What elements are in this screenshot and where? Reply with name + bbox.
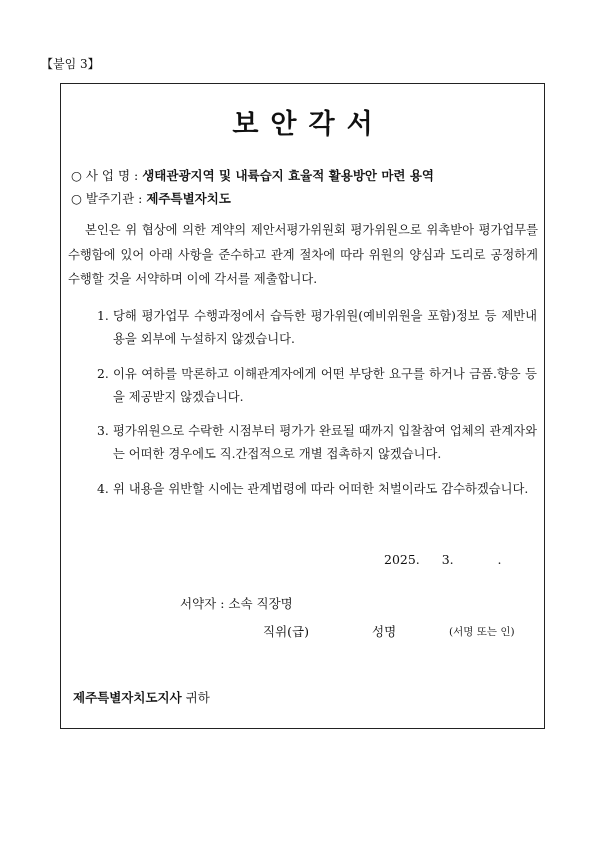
pledge-item <box>97 478 537 501</box>
pledge-item-number: 2. <box>97 367 109 381</box>
pledge-item-text: 위 내용을 위반할 시에는 관계법령에 따라 어떠한 처벌이라도 감수하겠습니다. <box>113 482 529 496</box>
pledge-item-number: 1. <box>97 309 109 323</box>
agency-row <box>71 187 434 210</box>
intro-paragraph: 본인은 위 협상에 의한 계약의 제안서평가위원회 평가위원으로 위촉받아 평가업무를 수행함에 있어 아래 사항을 준수하고 관계 절차에 따라 위원의 양심과 도리로 공정하게 수행할 것을 서약하며 이에 각서를 제출합니다. <box>68 223 538 286</box>
pledge-item-text: 이유 여하를 막론하고 이해관계자에게 어떤 부당한 요구를 하거나 금품.향응 등을 제공받지 않겠습니다. <box>113 367 537 404</box>
pledge-document <box>60 83 545 729</box>
project-label: ○ 사 업 명 : <box>71 168 143 183</box>
project-info <box>71 164 434 210</box>
project-row <box>71 164 434 187</box>
pledge-item <box>97 420 537 465</box>
document-title: 보안각서 <box>232 109 385 140</box>
pledge-item-number: 4. <box>97 482 109 496</box>
addressee-name: 제주특별자치도지사 <box>73 690 182 705</box>
name-label: 성명 <box>372 624 397 639</box>
project-name: 생태관광지역 및 내륙습지 효율적 활용방안 마련 용역 <box>142 168 434 183</box>
pledge-item-text: 당해 평가업무 수행과정에서 습득한 평가위원(예비위원을 포함)정보 등 제반내용을 외부에 누설하지 않겠습니다. <box>113 309 537 346</box>
pledge-date: 2025. 3. . <box>384 552 502 567</box>
agency-name: 제주특별자치도 <box>146 191 231 206</box>
attachment-label: 【붙임 3】 <box>41 57 100 71</box>
addressee-suffix: 귀하 <box>181 690 210 705</box>
agency-label: ○ 발주기관 : <box>71 191 147 206</box>
pledge-item <box>97 363 537 408</box>
pledge-item <box>97 305 537 350</box>
signer-line: 서약자 : 소속 직장명 <box>180 596 293 611</box>
signature-note: (서명 또는 인) <box>449 626 515 638</box>
pledge-item-text: 평가위원으로 수락한 시점부터 평가가 완료될 때까지 입찰참여 업체의 관계자와는 어떠한 경우에도 직.간접적으로 개별 접촉하지 않겠습니다. <box>113 424 537 461</box>
position-label: 직위(급) <box>263 624 309 639</box>
addressee <box>73 688 210 706</box>
pledge-item-number: 3. <box>97 424 109 438</box>
